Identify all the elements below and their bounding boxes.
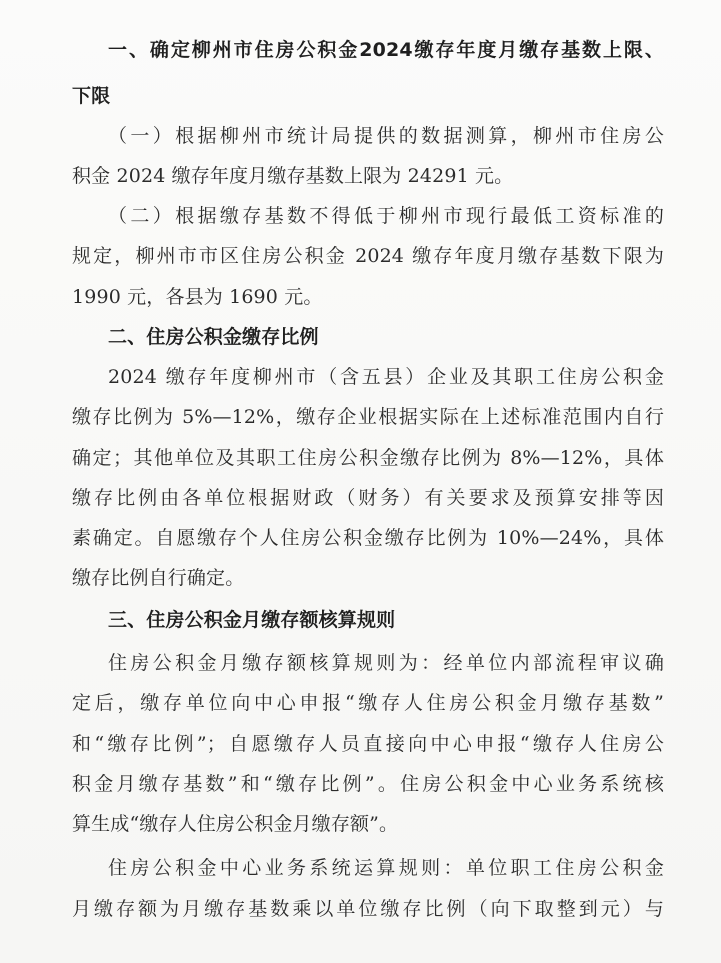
section-1-item-2-line-3: 1990 元，各县为 1690 元。: [72, 286, 323, 308]
section-1-item-1-line-2: 积金 2024 缴存年度月缴存基数上限为 24291 元。: [72, 165, 514, 187]
section-3-paragraph-1-line-4: 积金月缴存基数”和“缴存比例”。住房公积金中心业务系统核: [72, 773, 664, 795]
section-2-heading: 二、住房公积金缴存比例: [108, 326, 319, 348]
section-3-paragraph-1-line-1: 住房公积金月缴存额核算规则为：经单位内部流程审议确: [108, 652, 664, 674]
section-1-item-1-line-1: （一）根据柳州市统计局提供的数据测算，柳州市住房公: [108, 125, 664, 147]
section-1-heading-line-1: 一、确定柳州市住房公积金2024缴存年度月缴存基数上限、: [108, 39, 664, 61]
section-2-paragraph-line-5: 素确定。自愿缴存个人住房公积金缴存比例为 10%—24%，具体: [72, 527, 664, 549]
section-3-paragraph-1-line-5: 算生成“缴存人住房公积金月缴存额”。: [72, 813, 399, 835]
section-1-heading-line-2: 下限: [72, 85, 111, 107]
section-3-paragraph-2-line-2: 月缴存额为月缴存基数乘以单位缴存比例（向下取整到元）与: [72, 898, 664, 920]
section-2-paragraph-line-6: 缴存比例自行确定。: [72, 567, 245, 589]
section-3-heading: 三、住房公积金月缴存额核算规则: [108, 609, 396, 631]
section-3-paragraph-1-line-2: 定后，缴存单位向中心申报“缴存人住房公积金月缴存基数”: [72, 692, 664, 714]
section-1-item-2-line-2: 规定，柳州市市区住房公积金 2024 缴存年度月缴存基数下限为: [72, 245, 664, 267]
section-2-paragraph-line-3: 确定；其他单位及其职工住房公积金缴存比例为 8%—12%，具体: [72, 447, 664, 469]
section-2-paragraph-line-4: 缴存比例由各单位根据财政（财务）有关要求及预算安排等因: [72, 487, 664, 509]
section-2-paragraph-line-1: 2024 缴存年度柳州市（含五县）企业及其职工住房公积金: [108, 366, 664, 388]
section-2-paragraph-line-2: 缴存比例为 5%—12%，缴存企业根据实际在上述标准范围内自行: [72, 406, 664, 428]
section-3-paragraph-1-line-3: 和“缴存比例”；自愿缴存人员直接向中心申报“缴存人住房公: [72, 733, 664, 755]
section-1-item-2-line-1: （二）根据缴存基数不得低于柳州市现行最低工资标准的: [108, 205, 664, 227]
section-3-paragraph-2-line-1: 住房公积金中心业务系统运算规则：单位职工住房公积金: [108, 857, 664, 879]
